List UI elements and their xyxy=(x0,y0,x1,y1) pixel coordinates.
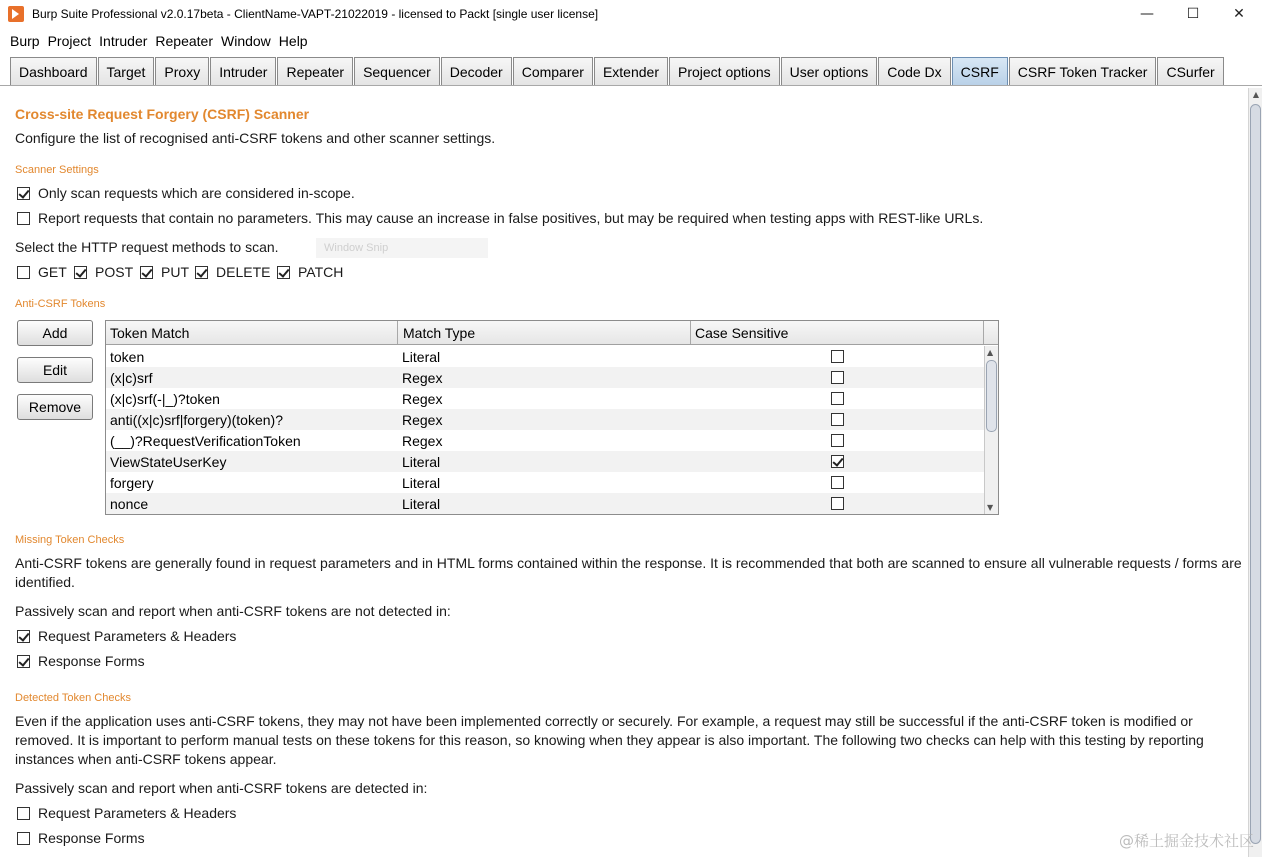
detected-request-params-checkbox[interactable] xyxy=(17,807,30,820)
detected-response-forms-option[interactable] xyxy=(17,830,145,846)
tab-extender[interactable]: Extender xyxy=(594,57,668,85)
watermark-text: @稀土掘金技术社区 xyxy=(1118,832,1254,850)
table-row[interactable] xyxy=(106,430,984,451)
method-put-checkbox[interactable] xyxy=(140,266,153,279)
maximize-button[interactable]: ☐ xyxy=(1186,6,1200,22)
tokens-table-header xyxy=(106,321,998,345)
column-match-type[interactable]: Match Type xyxy=(398,321,691,344)
case-sensitive-cell xyxy=(691,392,984,405)
page-subtitle: Configure the list of recognised anti-CSRF tokens and other scanner settings. xyxy=(15,130,496,146)
method-get-checkbox[interactable] xyxy=(17,266,30,279)
tokens-table-body xyxy=(106,346,984,514)
anti-csrf-tokens-heading: Anti-CSRF Tokens xyxy=(15,298,106,310)
tokens-scroll-thumb[interactable] xyxy=(986,360,997,432)
menu-window[interactable]: Window xyxy=(221,33,271,49)
tab-sequencer[interactable]: Sequencer xyxy=(354,57,440,85)
tab-comparer[interactable]: Comparer xyxy=(513,57,593,85)
method-delete-checkbox[interactable] xyxy=(195,266,208,279)
main-scroll-up-icon[interactable]: ▲ xyxy=(1252,90,1260,99)
case-sensitive-cell xyxy=(691,434,984,447)
token-match-cell: nonce xyxy=(110,495,149,512)
match-type-cell: Regex xyxy=(402,369,443,386)
detected-response-forms-label: Response Forms xyxy=(38,830,145,846)
method-get-option[interactable] xyxy=(17,264,67,280)
detected-request-params-label: Request Parameters & Headers xyxy=(38,805,237,821)
detected-token-checks-heading: Detected Token Checks xyxy=(15,692,131,704)
no-params-option[interactable] xyxy=(17,210,983,226)
menu-repeater[interactable]: Repeater xyxy=(155,33,213,49)
table-row[interactable] xyxy=(106,409,984,430)
no-params-checkbox[interactable] xyxy=(17,212,30,225)
method-put-label: PUT xyxy=(161,264,189,280)
close-button[interactable]: ✕ xyxy=(1233,6,1245,22)
main-tab-bar xyxy=(0,56,1262,86)
tab-target[interactable]: Target xyxy=(98,57,155,85)
case-sensitive-checkbox[interactable] xyxy=(831,350,844,363)
detected-token-prompt: Passively scan and report when anti-CSRF tokens are detected in: xyxy=(15,780,428,796)
add-token-button[interactable]: Add xyxy=(17,320,93,346)
match-type-cell: Literal xyxy=(402,453,441,470)
table-row[interactable] xyxy=(106,472,984,493)
tokens-table xyxy=(105,320,999,515)
method-delete-label: DELETE xyxy=(216,264,271,280)
tab-decoder[interactable]: Decoder xyxy=(441,57,512,85)
case-sensitive-checkbox[interactable] xyxy=(831,455,844,468)
detected-request-params-option[interactable] xyxy=(17,805,236,821)
tab-proxy[interactable]: Proxy xyxy=(155,57,209,85)
tokens-table-scrollbar[interactable] xyxy=(984,346,998,514)
case-sensitive-cell xyxy=(691,455,984,468)
title-bar xyxy=(0,0,1262,28)
menu-burp[interactable]: Burp xyxy=(10,33,40,49)
menu-bar xyxy=(0,30,312,52)
method-get-label: GET xyxy=(38,264,67,280)
burp-logo-icon xyxy=(8,6,24,22)
in-scope-checkbox[interactable] xyxy=(17,187,30,200)
missing-request-params-checkbox[interactable] xyxy=(17,630,30,643)
menu-project[interactable]: Project xyxy=(47,33,92,49)
methods-label: Select the HTTP request methods to scan. xyxy=(15,239,279,255)
column-token-match[interactable]: Token Match xyxy=(106,321,398,344)
tab-dashboard[interactable]: Dashboard xyxy=(10,57,97,85)
menu-intruder[interactable]: Intruder xyxy=(99,33,148,49)
missing-token-prompt: Passively scan and report when anti-CSRF tokens are not detected in: xyxy=(15,603,451,619)
main-scrollbar[interactable] xyxy=(1248,88,1262,857)
match-type-cell: Literal xyxy=(402,474,441,491)
method-patch-checkbox[interactable] xyxy=(277,266,290,279)
in-scope-option[interactable] xyxy=(17,185,355,201)
missing-response-forms-checkbox[interactable] xyxy=(17,655,30,668)
token-match-cell: (x|c)srf xyxy=(110,369,153,386)
in-scope-label: Only scan requests which are considered in-scope. xyxy=(38,185,355,201)
scroll-up-arrow-icon[interactable]: ▲ xyxy=(987,348,994,357)
menu-help[interactable]: Help xyxy=(278,33,308,49)
method-patch-label: PATCH xyxy=(298,264,344,280)
missing-request-params-label: Request Parameters & Headers xyxy=(38,628,237,644)
method-post-checkbox[interactable] xyxy=(74,266,87,279)
window-snip-overlay xyxy=(316,238,488,258)
detected-response-forms-checkbox[interactable] xyxy=(17,832,30,845)
missing-token-checks-heading: Missing Token Checks xyxy=(15,534,125,546)
minimize-button[interactable]: — xyxy=(1140,6,1154,22)
missing-request-params-option[interactable] xyxy=(17,628,236,644)
token-match-cell: forgery xyxy=(110,474,154,491)
case-sensitive-cell xyxy=(691,476,984,489)
case-sensitive-checkbox[interactable] xyxy=(831,476,844,489)
main-scroll-thumb[interactable] xyxy=(1250,104,1261,844)
edit-token-button[interactable]: Edit xyxy=(17,357,93,383)
match-type-cell: Literal xyxy=(402,348,441,365)
token-match-cell: token xyxy=(110,348,145,365)
case-sensitive-checkbox[interactable] xyxy=(831,413,844,426)
case-sensitive-checkbox[interactable] xyxy=(831,497,844,510)
token-match-cell: (__)?RequestVerificationToken xyxy=(110,432,301,449)
method-delete-option[interactable] xyxy=(195,264,270,280)
table-row[interactable] xyxy=(106,346,984,367)
tab-csurfer[interactable]: CSurfer xyxy=(1157,57,1223,85)
missing-response-forms-label: Response Forms xyxy=(38,653,145,669)
table-row[interactable] xyxy=(106,451,984,472)
tab-csrf[interactable]: CSRF xyxy=(952,57,1008,85)
tab-repeater[interactable]: Repeater xyxy=(277,57,353,85)
missing-token-description: Anti-CSRF tokens are generally found in request parameters and in HTML forms contained within the response. It is recommended that both are scanned to ensure all vulnerable requests / forms are identified. xyxy=(15,555,1242,590)
table-row[interactable] xyxy=(106,493,984,514)
scanner-settings-heading: Scanner Settings xyxy=(15,164,99,176)
match-type-cell: Literal xyxy=(402,495,441,512)
tab-code-dx[interactable]: Code Dx xyxy=(878,57,950,85)
table-row[interactable] xyxy=(106,367,984,388)
no-params-label: Report requests that contain no parameters. This may cause an increase in false positives, but may be required when testing apps with REST-like URLs. xyxy=(38,210,984,226)
match-type-cell: Regex xyxy=(402,411,443,428)
tab-project-options[interactable]: Project options xyxy=(669,57,780,85)
window-title: Burp Suite Professional v2.0.17beta - ClientName-VAPT-21022019 - licensed to Packt [single user license] xyxy=(32,7,599,21)
case-sensitive-cell xyxy=(691,350,984,363)
page-title: Cross-site Request Forgery (CSRF) Scanner xyxy=(15,106,310,122)
case-sensitive-cell xyxy=(691,413,984,426)
method-post-option[interactable] xyxy=(74,264,133,280)
token-match-cell: anti((x|c)srf|forgery)(token)? xyxy=(110,411,283,428)
scroll-down-arrow-icon[interactable]: ▼ xyxy=(987,503,994,512)
detected-token-description: Even if the application uses anti-CSRF tokens, they may not have been implemented correctly or securely. For example, a request may still be successful if the anti-CSRF token is modified or removed. It is important to perform manual tests on these tokens for this reason, so knowing when they appear is also important. The following two checks can help with this testing by reporting instances when anti-CSRF tokens appear. xyxy=(15,713,1204,767)
missing-response-forms-option[interactable] xyxy=(17,653,145,669)
match-type-cell: Regex xyxy=(402,390,443,407)
column-case-sensitive[interactable]: Case Sensitive xyxy=(691,321,984,344)
tab-user-options[interactable]: User options xyxy=(781,57,878,85)
case-sensitive-checkbox[interactable] xyxy=(831,434,844,447)
tab-csrf-token-tracker[interactable]: CSRF Token Tracker xyxy=(1009,57,1157,85)
method-put-option[interactable] xyxy=(140,264,189,280)
method-patch-option[interactable] xyxy=(277,264,343,280)
case-sensitive-checkbox[interactable] xyxy=(831,392,844,405)
table-row[interactable] xyxy=(106,388,984,409)
remove-token-button[interactable]: Remove xyxy=(17,394,93,420)
window-snip-text: Window Snip xyxy=(324,242,389,254)
token-match-cell: ViewStateUserKey xyxy=(110,453,227,470)
match-type-cell: Regex xyxy=(402,432,443,449)
token-match-cell: (x|c)srf(-|_)?token xyxy=(110,390,220,407)
method-post-label: POST xyxy=(95,264,134,280)
case-sensitive-cell xyxy=(691,371,984,384)
case-sensitive-checkbox[interactable] xyxy=(831,371,844,384)
window-controls xyxy=(1124,0,1262,28)
tab-intruder[interactable]: Intruder xyxy=(210,57,276,85)
case-sensitive-cell xyxy=(691,497,984,510)
